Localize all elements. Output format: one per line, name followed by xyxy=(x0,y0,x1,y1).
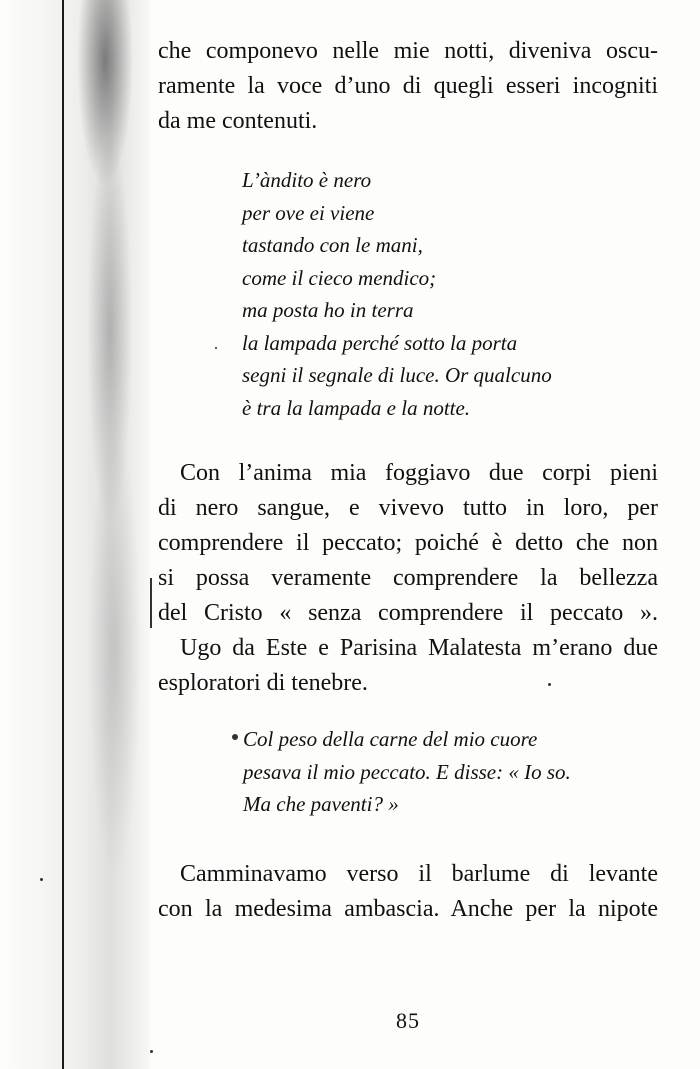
text-line: Ugo da Este e Parisina Malatesta m’erano due xyxy=(180,635,658,661)
verse-line: tastando con le mani, xyxy=(242,233,423,257)
paragraph-1 xyxy=(158,34,658,139)
binding-edge xyxy=(62,0,64,1069)
verse-line: per ove ei viene xyxy=(242,200,375,225)
text-line: di nero sangue, e vivevo tutto in loro, per xyxy=(158,495,658,521)
text-line: del Cristo « senza comprendere il peccato ». xyxy=(158,600,658,626)
scan-speck xyxy=(215,347,217,349)
text-line: ramente la voce d’uno di quegli esseri incogniti xyxy=(158,73,658,99)
text-line: Con l’anima mia foggiavo due corpi pieni xyxy=(180,460,658,486)
scan-speck xyxy=(40,878,43,881)
scan-speck xyxy=(150,1050,153,1053)
paragraph-3 xyxy=(158,631,658,701)
page-number: 85 xyxy=(396,1008,420,1033)
verse-line: Ma che paventi? » xyxy=(243,792,399,816)
scan-speck xyxy=(232,734,238,740)
text-line: si possa veramente comprendere la bellezza xyxy=(158,565,658,591)
verse-line: Col peso della carne del mio cuore xyxy=(243,727,538,751)
paragraph-4 xyxy=(158,857,658,927)
verse-line: è tra la lampada e la notte. xyxy=(242,395,471,420)
text-line: che componevo nelle mie notti, diveniva oscu- xyxy=(158,38,658,64)
text-line: esploratori di tenebre. xyxy=(158,670,368,696)
verse-line: come il cieco mendico; xyxy=(242,265,437,290)
verse-line: segni il segnale di luce. Or qualcuno xyxy=(242,363,552,387)
scan-speck xyxy=(548,683,551,686)
margin-mark xyxy=(150,578,152,628)
gutter-shadow xyxy=(0,0,150,1069)
verse-2 xyxy=(243,723,571,821)
text-line: con la medesima ambascia. Anche per la nipote xyxy=(158,896,658,922)
verse-line: ma posta ho in terra xyxy=(242,298,414,322)
verse-line: pesava il mio peccato. E disse: « Io so. xyxy=(243,759,571,784)
text-line: Camminavamo verso il barlume di levante xyxy=(180,861,658,887)
verse-line: L’àndito è nero xyxy=(242,168,372,192)
verse-1 xyxy=(242,164,552,424)
paragraph-2 xyxy=(158,456,658,631)
verse-line: la lampada perché sotto la porta xyxy=(242,330,518,355)
text-line: comprendere il peccato; poiché è detto che non xyxy=(158,530,658,556)
text-line: da me contenuti. xyxy=(158,108,318,134)
